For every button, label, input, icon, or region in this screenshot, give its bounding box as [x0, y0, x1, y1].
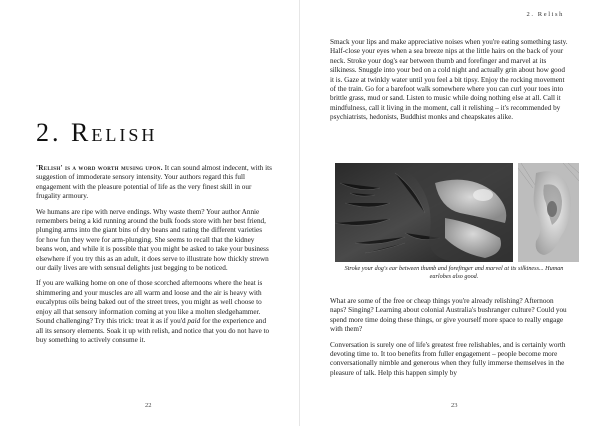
human-ear-photo [518, 163, 579, 262]
left-paragraph-1 [36, 164, 272, 202]
dog-ear-photo [335, 163, 513, 262]
page-number-left: 22 [145, 402, 152, 409]
page-number-right: 23 [451, 402, 458, 409]
right-paragraph-2: What are some of the free or cheap things you're already relishing? Afternoon naps? Singing? Learning about colonial Australia's bushranger culture? Could you spend more time doing these things, or give yourself more space to really engage with them? [330, 297, 567, 334]
left-paragraph-3 [36, 279, 272, 345]
paragraph-text: for the experience and all its sensory elements. Soak it up with relish, and notice that you do not have to buy something to actively consume it. [36, 317, 270, 344]
paragraph-text: It can sound almost indecent, with its suggestion of immoderate sensory intensity. Your authors regard this full engagement with the pleasure potential of life as the very finest skill in our frugality armoury. [36, 164, 272, 201]
lead-in: 'Relish' is a word worth musing upon. [36, 164, 163, 172]
right-page-body [330, 297, 570, 384]
left-page-body [36, 164, 272, 351]
photo-strip [335, 163, 579, 262]
right-paragraph-1: Smack your lips and make appreciative noises when you're eating something tasty. Half-close your eyes when a sea breeze nips at the little hairs on the back of your neck. Stroke your dog's ear between thumb and forefinger and marvel at its silkiness. Snuggle into your bed on a cold night and actually grin about how good it is. Gaze at twinkly water until you feel a bit tipsy. Enjoy the rocking movement of the train. Go for a barefoot walk somewhere where you can curl your toes into brittle grass, mud or sand. Listen to music while doing nothing else at all. Call it mindfulness, call it living in the moment, call it relishing – it's recommended by psychiatrists, hedonists, Buddhist monks and cheapskates alike. [330, 38, 568, 122]
right-paragraph-3: Conversation is surely one of life's greatest free relishables, and is certainly worth devoting time to. It too benefits from fuller engagement – people become more conversationally nimble and generous when they fully immerse themselves in the pleasure of talk. Help this happen simply by [330, 340, 566, 377]
photo-caption: Stroke your dog's ear between thumb and forefinger and marvel at its silkiness... Human earlobes also good. [344, 265, 564, 280]
chapter-title: 2. Relish [36, 118, 158, 147]
left-paragraph-2: We humans are ripe with nerve endings. Why waste them? Your author Annie remembers being a kid running around the bulk foods store with her best friend, plunging arms into the giant bins of dry beans and rating the different varieties for how fun they were for arm-plunging. She seems to recall that the kidney beans won, and while it is possible that you might be asked to take your business elsewhere if you try this as an adult, it does serve to illustrate how thickly strewn our daily lives are with sensual delights just begging to be noticed. [36, 207, 269, 273]
running-head: 2. Relish [526, 11, 564, 18]
paragraph-text: If you are walking home on one of those scorched afternoons where the heat is shimmering and your muscles are all warm and loose and the air is heavy with eucalyptus oils being baked out of the street trees, you might as well choose to enjoy all that sensory information coming at you like a molten sledgehammer. Sound challenging? Try this trick: treat it as if you'd [36, 279, 263, 326]
emphasis-text: paid [187, 317, 201, 326]
